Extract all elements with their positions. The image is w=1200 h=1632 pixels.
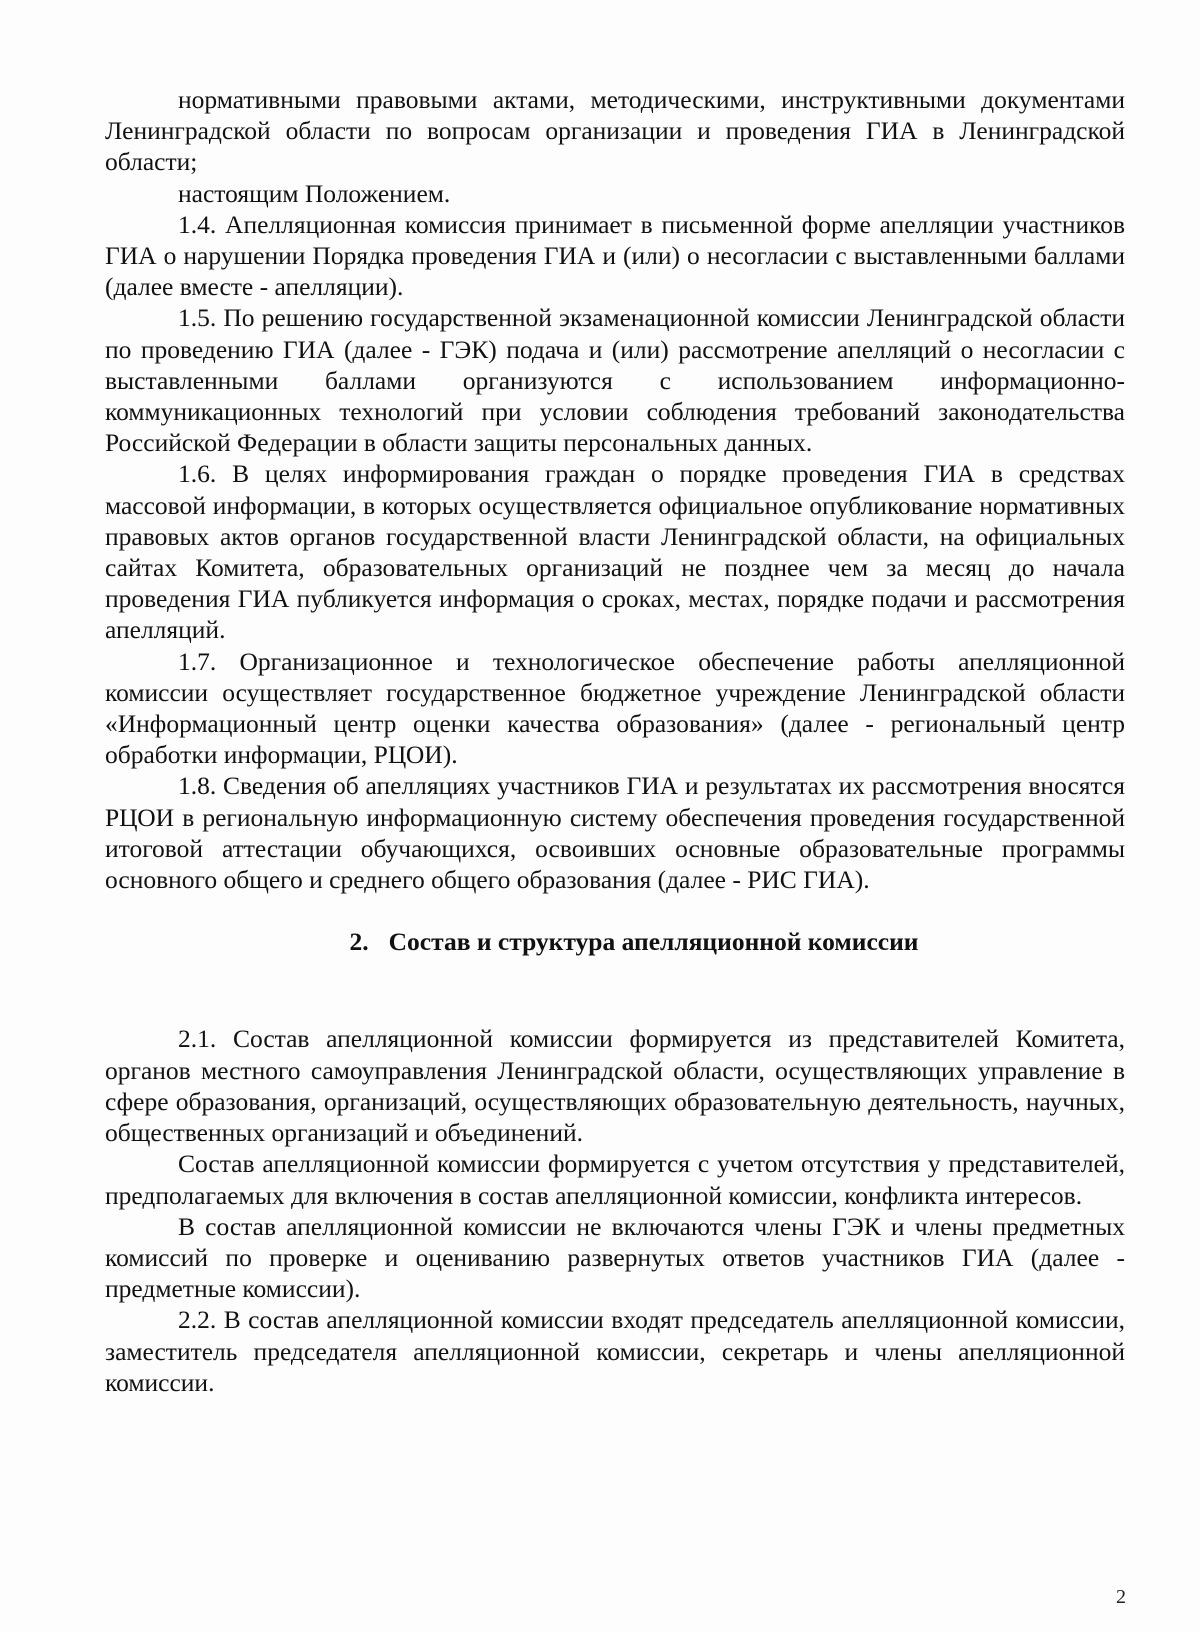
paragraph-1-5: 1.5. По решению государственной экзаменационной комиссии Ленинградской области по проведению ГИА (далее - ГЭК) подача и (или) рассмотрение апелляций о несогласии с выставленными баллами организуются с использованием информационно-коммуникационных технологий при условии соблюдения требований законодательства Российской Федерации в области защиты персональных данных.	[105, 303, 1125, 458]
spacer	[105, 957, 1125, 1023]
paragraph-legal-acts: нормативными правовыми актами, методическими, инструктивными документами Ленинградской области по вопросам организации и проведения ГИА в Ленинградской области;	[105, 85, 1125, 177]
section-number: 2.	[349, 927, 369, 957]
paragraph-1-8: 1.8. Сведения об апелляциях участников ГИА и результатах их рассмотрения вносятся РЦОИ в региональную информационную систему обеспечения проведения государственной итоговой аттестации обучающихся, освоивших основные образовательные программы основного общего и среднего общего образования (далее - РИС ГИА).	[105, 771, 1125, 895]
paragraph-2-1: 2.1. Состав апелляционной комиссии формируется из представителей Комитета, органов местного самоуправления Ленинградской области, осуществляющих управление в сфере образования, организаций, осуществляющих образовательную деятельность, научных, общественных организаций и объединений.	[105, 1024, 1125, 1148]
document-body	[105, 84, 1125, 1398]
paragraph-conflict-of-interest: Состав апелляционной комиссии формируется с учетом отсутствия у представителей, предполагаемых для включения в состав апелляционной комиссии, конфликта интересов.	[105, 1149, 1125, 1210]
paragraph-exclusions: В состав апелляционной комиссии не включаются члены ГЭК и члены предметных комиссий по проверке и оцениванию развернутых ответов участников ГИА (далее - предметные комиссии).	[105, 1211, 1125, 1304]
paragraph-1-7: 1.7. Организационное и технологическое обеспечение работы апелляционной комиссии осуществляет государственное бюджетное учреждение Ленинградской области «Информационный центр оценки качества образования» (далее - региональный центр обработки информации, РЦОИ).	[105, 646, 1125, 770]
paragraph-1-4: 1.4. Апелляционная комиссия принимает в письменной форме апелляции участников ГИА о нарушении Порядка проведения ГИА и (или) о несогласии с выставленными баллами (далее вместе - апелляции).	[105, 209, 1125, 302]
paragraph-1-6: 1.6. В целях информирования граждан о порядке проведения ГИА в средствах массовой информации, в которых осуществляется официальное опубликование нормативных правовых актов органов государственной власти Ленинградской области, на официальных сайтах Комитета, образовательных организаций не позднее чем за месяц до начала проведения ГИА публикуется информация о сроках, местах, порядке подачи и рассмотрения апелляций.	[105, 459, 1125, 645]
section-title: Состав и структура апелляционной комиссии	[388, 927, 919, 957]
paragraph-this-regulation: настоящим Положением.	[178, 178, 451, 208]
page-number: 2	[1116, 1586, 1126, 1608]
paragraph-2-2: 2.2. В состав апелляционной комиссии входят председатель апелляционной комиссии, заместитель председателя апелляционной комиссии, секретарь и члены апелляционной комиссии.	[105, 1305, 1125, 1397]
spacer	[105, 895, 1125, 926]
section-heading	[105, 926, 1125, 957]
